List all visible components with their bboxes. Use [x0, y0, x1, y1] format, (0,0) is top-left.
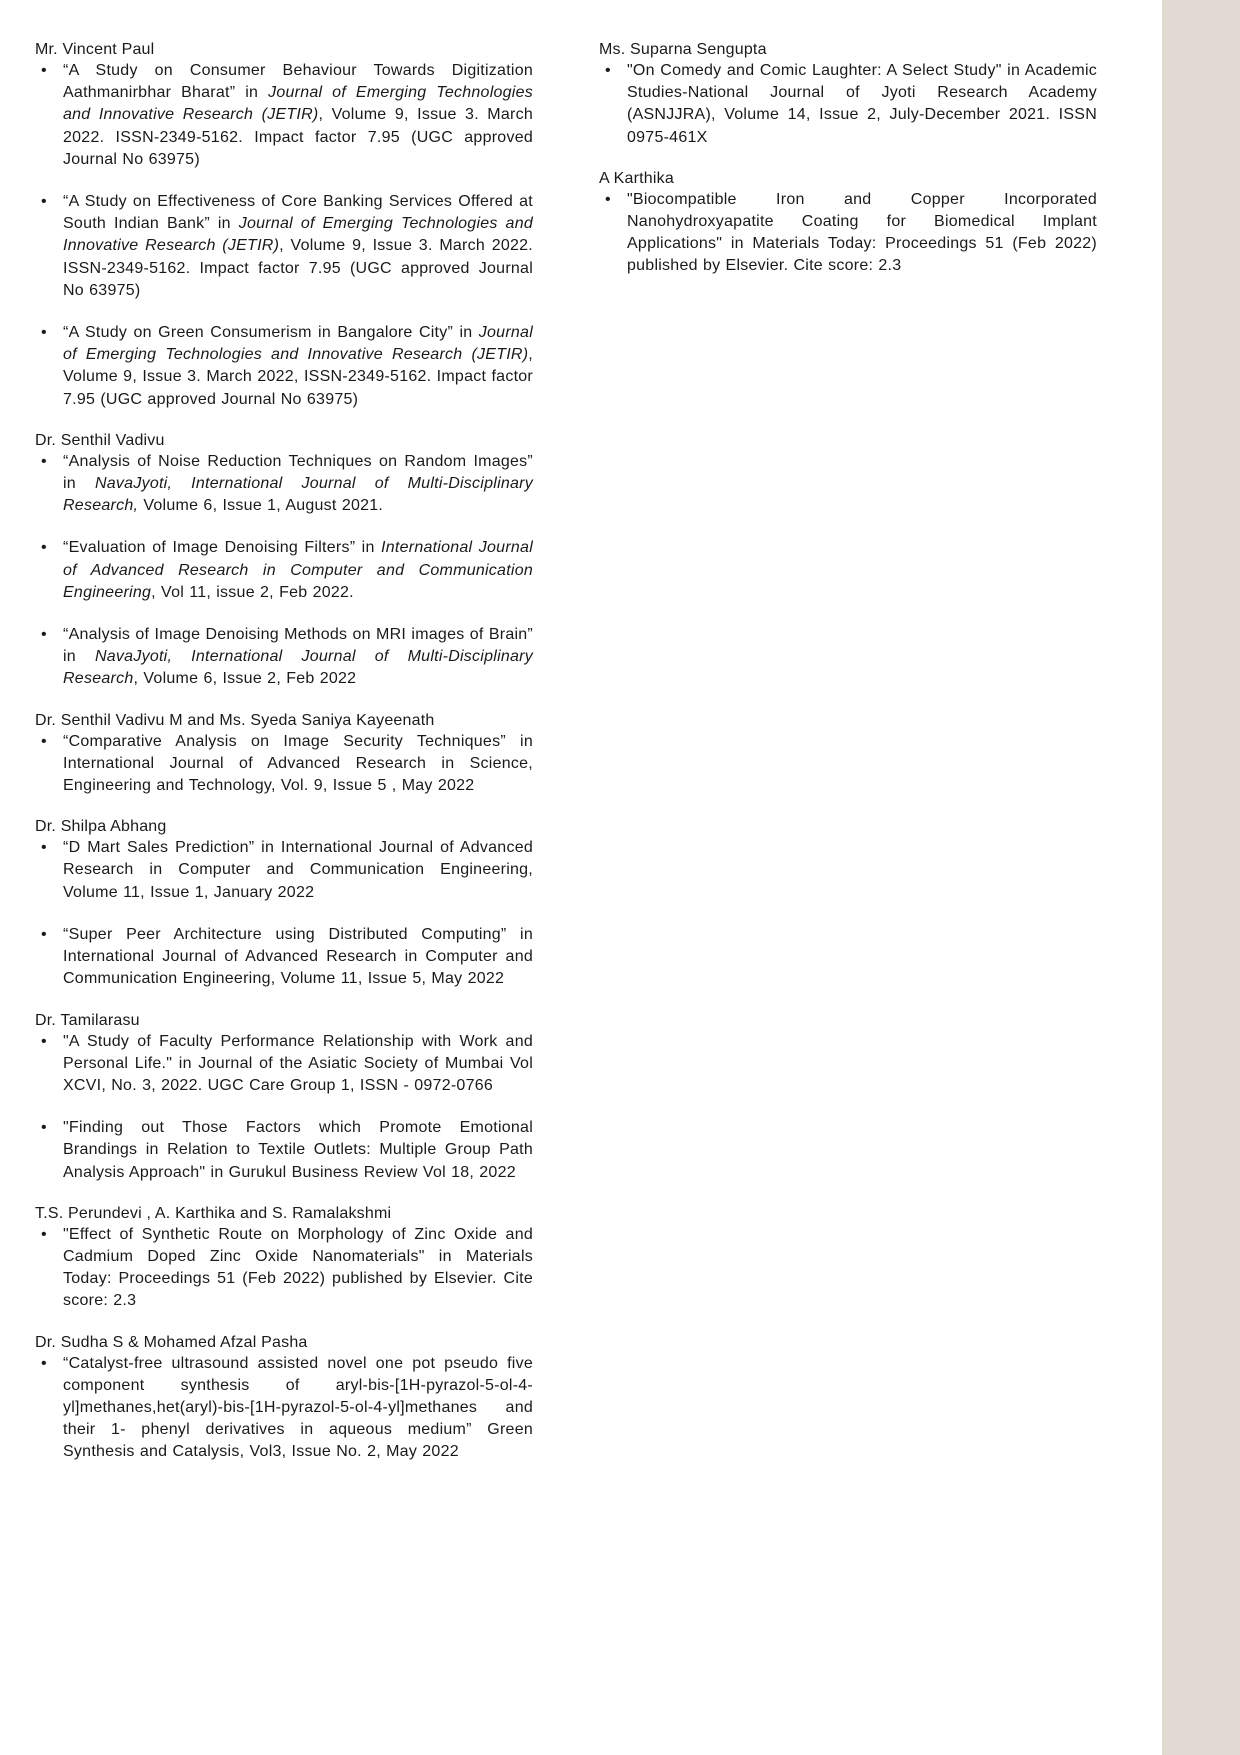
- citation-text: Volume 6, Issue 1, August 2021.: [138, 497, 384, 515]
- publication-item: [35, 60, 533, 171]
- publication-item: [35, 1224, 533, 1313]
- right-column: [599, 40, 1097, 298]
- publication-item: [35, 1117, 533, 1184]
- publication-item: [599, 60, 1097, 149]
- publication-item: [35, 537, 533, 604]
- bullet-icon: •: [41, 539, 47, 557]
- author-heading: Dr. Sudha S & Mohamed Afzal Pasha: [35, 1333, 308, 1351]
- author-heading: Mr. Vincent Paul: [35, 41, 155, 58]
- bullet-icon: •: [41, 1119, 47, 1137]
- journal-title: International Journal of Advanced Research in Computer and Communication Engineering: [63, 539, 533, 601]
- citation-text: “Evaluation of Image Denoising Filters” in: [63, 539, 382, 557]
- publication-list: [35, 837, 533, 990]
- journal-title: Journal of Emerging Technologies and Innovative Research (JETIR): [63, 215, 533, 255]
- decorative-side-strip: [1162, 0, 1240, 1755]
- citation-text: “Analysis of Image Denoising Methods on MRI images of Brain” in: [63, 626, 533, 666]
- citation-text: , Volume 9, Issue 3. March 2022. ISSN-2349-5162. Impact factor 7.95 (UGC approved Journal No 63975): [63, 237, 533, 299]
- publication-list: [599, 60, 1097, 149]
- author-heading: Dr. Tamilarasu: [35, 1011, 140, 1029]
- publication-item: [35, 1353, 533, 1464]
- citation-text: "On Comedy and Comic Laughter: A Select Study" in Academic Studies-National Journal of Jyoti Research Academy (ASNJJRA), Volume 14, Issue 2, July-December 2021. ISSN 0975-461X: [627, 62, 1097, 146]
- citation-text: , Volume 9, Issue 3. March 2022. ISSN-2349-5162. Impact factor 7.95 (UGC approved Journal No 63975): [63, 106, 534, 168]
- citation-text: “A Study on Effectiveness of Core Banking Services Offered at South Indian Bank” in: [63, 193, 533, 233]
- author-heading: Dr. Senthil Vadivu M and Ms. Syeda Saniya Kayeenath: [35, 711, 435, 729]
- publication-list: [35, 60, 533, 411]
- citation-text: “Super Peer Architecture using Distributed Computing” in International Journal of Advanced Research in Computer and Communication Engineering, Volume 11, Issue 5, May 2022: [63, 925, 533, 988]
- journal-title: NavaJyoti, International Journal of Multi-Disciplinary Research: [63, 648, 533, 688]
- citation-text: "Finding out Those Factors which Promote Emotional Brandings in Relation to Textile Outlets: Multiple Group Path Analysis Approach" in Gurukul Business Review Vol 18, 2022: [63, 1119, 533, 1181]
- author-heading: Dr. Shilpa Abhang: [35, 818, 167, 836]
- publication-list: [35, 1353, 533, 1464]
- publication-item: [35, 624, 533, 691]
- bullet-icon: •: [41, 193, 47, 211]
- citation-text: “Comparative Analysis on Image Security Techniques” in International Journal of Advanced Research in Science, Engineering and Technology, Vol. 9, Issue 5 , May 2022: [63, 732, 533, 795]
- author-heading: A Karthika: [599, 169, 674, 187]
- publication-item: [35, 322, 533, 411]
- bullet-icon: •: [605, 190, 611, 208]
- citation-text: "Biocompatible Iron and Copper Incorporated Nanohydroxyapatite Coating for Biomedical Implant Applications" in Materials Today: Proceedings 51 (Feb 2022) published by Elsevier. Cite score: 2.3: [627, 190, 1097, 275]
- bullet-icon: •: [41, 732, 47, 750]
- citation-text: , Vol 11, issue 2, Feb 2022.: [151, 583, 354, 601]
- citation-text: "Effect of Synthetic Route on Morphology of Zinc Oxide and Cadmium Doped Zinc Oxide Nanomaterials" in Materials Today: Proceedings 51 (Feb 2022) published by Elsevier. Cite score: 2.3: [63, 1225, 533, 1310]
- publication-item: [35, 731, 533, 798]
- author-heading: T.S. Perundevi , A. Karthika and S. Ramalakshmi: [35, 1204, 392, 1222]
- bullet-icon: •: [605, 62, 611, 79]
- citation-text: "A Study of Faculty Performance Relationship with Work and Personal Life." in Journal of the Asiatic Society of Mumbai Vol XCVI, No. 3, 2022. UGC Care Group 1, ISSN - 0972-0766: [63, 1032, 533, 1094]
- publication-item: [35, 451, 533, 518]
- bullet-icon: •: [41, 324, 47, 342]
- bullet-icon: •: [41, 626, 47, 644]
- journal-title: NavaJyoti, International Journal of Multi-Disciplinary Research,: [63, 475, 533, 515]
- publication-list: [35, 451, 533, 691]
- bullet-icon: •: [41, 62, 47, 79]
- publication-list: [35, 731, 533, 798]
- citation-text: , Volume 9, Issue 3. March 2022, ISSN-2349-5162. Impact factor 7.95 (UGC approved Journal No 63975): [63, 346, 533, 408]
- citation-text: “A Study on Green Consumerism in Bangalore City” in: [63, 324, 479, 342]
- bullet-icon: •: [41, 1032, 47, 1050]
- publication-item: [35, 1031, 533, 1098]
- publication-list: [599, 189, 1097, 278]
- bullet-icon: •: [41, 839, 47, 857]
- journal-title: Journal of Emerging Technologies and Innovative Research (JETIR): [63, 324, 533, 364]
- citation-text: , Volume 6, Issue 2, Feb 2022: [133, 670, 357, 688]
- author-heading: Dr. Senthil Vadivu: [35, 431, 165, 449]
- publication-item: [35, 191, 533, 302]
- publication-item: [35, 837, 533, 904]
- author-heading: Ms. Suparna Sengupta: [599, 41, 767, 58]
- publication-list: [35, 1031, 533, 1184]
- bullet-icon: •: [41, 1225, 47, 1243]
- citation-text: “Catalyst-free ultrasound assisted novel one pot pseudo five component synthesis of aryl-bis-[1H-pyrazol-5-ol-4-yl]methanes,het(aryl)-bis-[1H-pyrazol-5-ol-4-yl]methanes and their 1- phenyl derivatives in aqueous medium” Green Synthesis and Catalysis, Vol3, Issue No. 2, May 2022: [63, 1354, 533, 1461]
- citation-text: “Analysis of Noise Reduction Techniques on Random Images” in: [63, 452, 533, 493]
- citation-text: “A Study on Consumer Behaviour Towards Digitization Aathmanirbhar Bharat” in: [63, 62, 533, 102]
- publication-item: [35, 924, 533, 991]
- left-column: [35, 40, 533, 1484]
- bullet-icon: •: [41, 1354, 47, 1372]
- publication-list: [35, 1224, 533, 1313]
- citation-text: “D Mart Sales Prediction” in International Journal of Advanced Research in Computer and Communication Engineering, Volume 11, Issue 1, January 2022: [63, 839, 533, 901]
- bullet-icon: •: [41, 925, 47, 943]
- journal-title: Journal of Emerging Technologies and Innovative Research (JETIR): [63, 84, 533, 124]
- publication-item: [599, 189, 1097, 278]
- bullet-icon: •: [41, 452, 47, 470]
